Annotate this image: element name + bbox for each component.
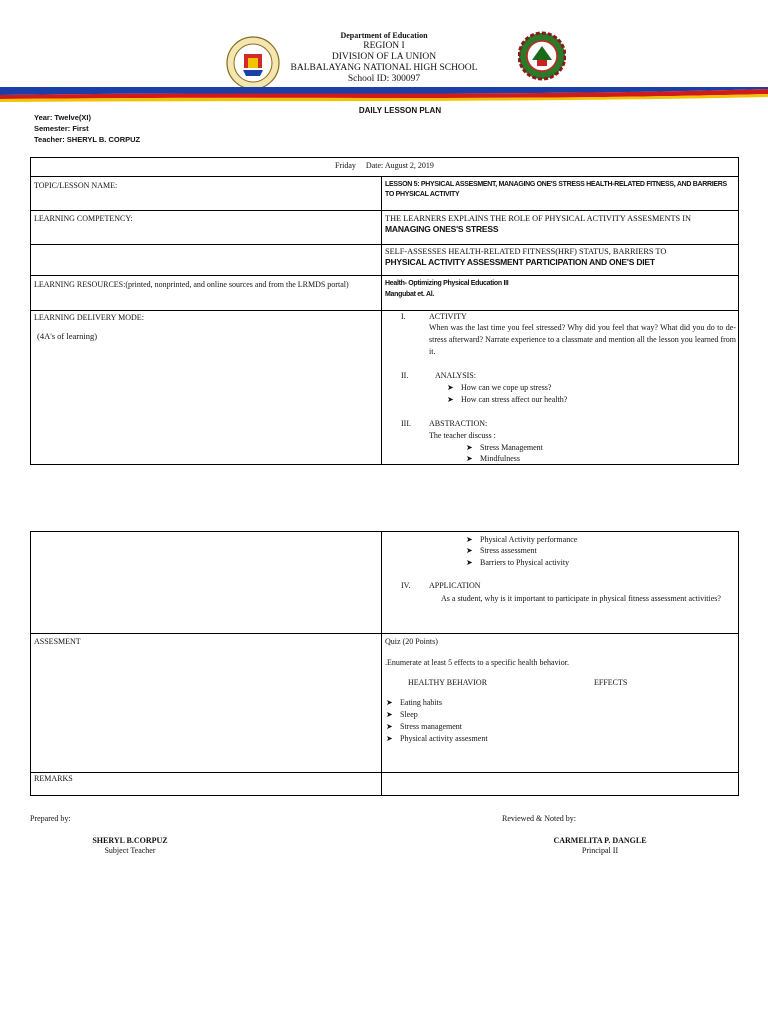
lesson-table-1: [30, 157, 739, 465]
school-header: [260, 30, 508, 85]
division-name: DIVISION OF LA UNION: [331, 52, 437, 62]
activity-text: When was the last time you feel stressed? Why did you feel that way? What did you do to de- stress afterward? Narrate experience to a classmate and mention all the lesson you learned from it.: [429, 323, 736, 356]
page-title: DAILY LESSON PLAN: [358, 106, 442, 115]
analysis-number: II.: [401, 371, 409, 380]
abstraction-item: ➤ Stress Management: [466, 443, 543, 452]
abstraction-intro: The teacher discuss :: [429, 431, 496, 440]
resources-line2: Mangubat et. Al.: [385, 291, 434, 298]
healthy-behavior-header: HEALTHY BEHAVIOR: [408, 678, 488, 687]
department-name: Department of Education: [340, 31, 428, 40]
abstraction-number: III.: [401, 419, 411, 428]
region-name: REGION I: [363, 41, 405, 51]
continued-item: ➤ Barriers to Physical activity: [466, 558, 570, 567]
application-number: IV.: [401, 581, 411, 590]
quiz-label: Quiz (20 Points): [385, 637, 438, 646]
teacher-signature-name: SHERYL B.CORPUZ: [92, 836, 168, 845]
bullet-arrow-icon: ➤: [466, 454, 473, 463]
school-id: School ID: 300097: [347, 74, 421, 84]
semester-label: Semester: First: [34, 124, 89, 133]
application-title: APPLICATION: [429, 581, 481, 590]
lesson-table-2: [30, 531, 739, 796]
application-text: As a student, why is it important to participate in physical fitness assessment activities?: [441, 594, 721, 603]
quiz-instruction: .Enumerate at least 5 effects to a specific health behavior.: [385, 658, 569, 667]
topic-label: TOPIC/LESSON NAME:: [34, 181, 118, 190]
behavior-item: ➤ Eating habits: [386, 698, 442, 707]
resources-label: LEARNING RESOURCES:(printed, nonprinted, and online sources and from the LRMDS portal): [34, 280, 349, 289]
analysis-title: ANALYSIS:: [435, 371, 476, 380]
bullet-arrow-icon: ➤: [386, 734, 393, 743]
principal-signature-name: CARMELITA P. DANGLE: [553, 836, 647, 845]
school-name: BALBALAYANG NATIONAL HIGH SCHOOL: [290, 63, 478, 73]
competency-label: LEARNING COMPETENCY:: [34, 214, 133, 223]
year-label: Year: Twelve(XI): [34, 113, 91, 122]
effects-header: EFFECTS: [594, 678, 628, 687]
remarks-label: REMARKS: [34, 774, 73, 783]
competency-line1: THE LEARNERS EXPLAINS THE ROLE OF PHYSICAL ACTIVITY ASSESMENTS IN: [385, 214, 691, 223]
activity-title: ACTIVITY: [429, 312, 467, 321]
teacher-label: Teacher: SHERYL B. CORPUZ: [34, 135, 141, 144]
bullet-arrow-icon: ➤: [447, 395, 454, 404]
bullet-arrow-icon: ➤: [466, 535, 473, 544]
continued-item: ➤ Stress assessment: [466, 546, 537, 555]
bullet-arrow-icon: ➤: [466, 546, 473, 555]
bullet-arrow-icon: ➤: [386, 710, 393, 719]
delivery-label: LEARNING DELIVERY MODE:: [34, 313, 144, 322]
abstraction-title: ABSTRACTION:: [429, 419, 488, 428]
behavior-item: ➤ Sleep: [386, 710, 418, 719]
resources-line1: Health- Optimizing Physical Education III: [385, 280, 509, 287]
bullet-arrow-icon: ➤: [466, 443, 473, 452]
bullet-arrow-icon: ➤: [386, 698, 393, 707]
delivery-sub: (4A's of learning): [37, 331, 98, 341]
competency-line2: MANAGING ONES'S STRESS: [385, 224, 499, 234]
bullet-arrow-icon: ➤: [447, 383, 454, 392]
continued-item: ➤ Physical Activity performance: [466, 535, 578, 544]
analysis-item: ➤ How can we cope up stress?: [447, 383, 552, 392]
prepared-by-label: Prepared by:: [30, 814, 71, 823]
class-info: [34, 112, 140, 145]
self-assess-line1: SELF-ASSESSES HEALTH-RELATED FITNESS(HRF) STATUS, BARRIERS TO: [385, 247, 667, 256]
abstraction-item: ➤ Mindfulness: [466, 454, 520, 463]
reviewed-by-label: Reviewed & Noted by:: [502, 814, 576, 823]
bullet-arrow-icon: ➤: [386, 722, 393, 731]
assessment-label: ASSESMENT: [34, 637, 81, 646]
bullet-arrow-icon: ➤: [466, 558, 473, 567]
behavior-item: ➤ Physical activity assesment: [386, 734, 488, 743]
self-assess-line2: PHYSICAL ACTIVITY ASSESSMENT PARTICIPATION AND ONE'S DIET: [385, 257, 655, 267]
behavior-item: ➤ Stress management: [386, 722, 462, 731]
activity-number: I.: [401, 312, 406, 321]
topic-value: LESSON 5: PHYSICAL ASSESMENT, MANAGING ONE'S STRESS HEALTH-RELATED FITNESS, AND BARRIERS TO PHYSICAL ACTIVITY: [385, 181, 727, 198]
principal-signature-title: Principal II: [581, 846, 619, 855]
teacher-signature-title: Subject Teacher: [104, 846, 156, 855]
date-line: Friday Date: August 2, 2019: [335, 161, 434, 170]
school-seal-icon: [518, 28, 566, 84]
analysis-item: ➤ How can stress affect our health?: [447, 395, 568, 404]
flag-color-band: [0, 87, 768, 103]
